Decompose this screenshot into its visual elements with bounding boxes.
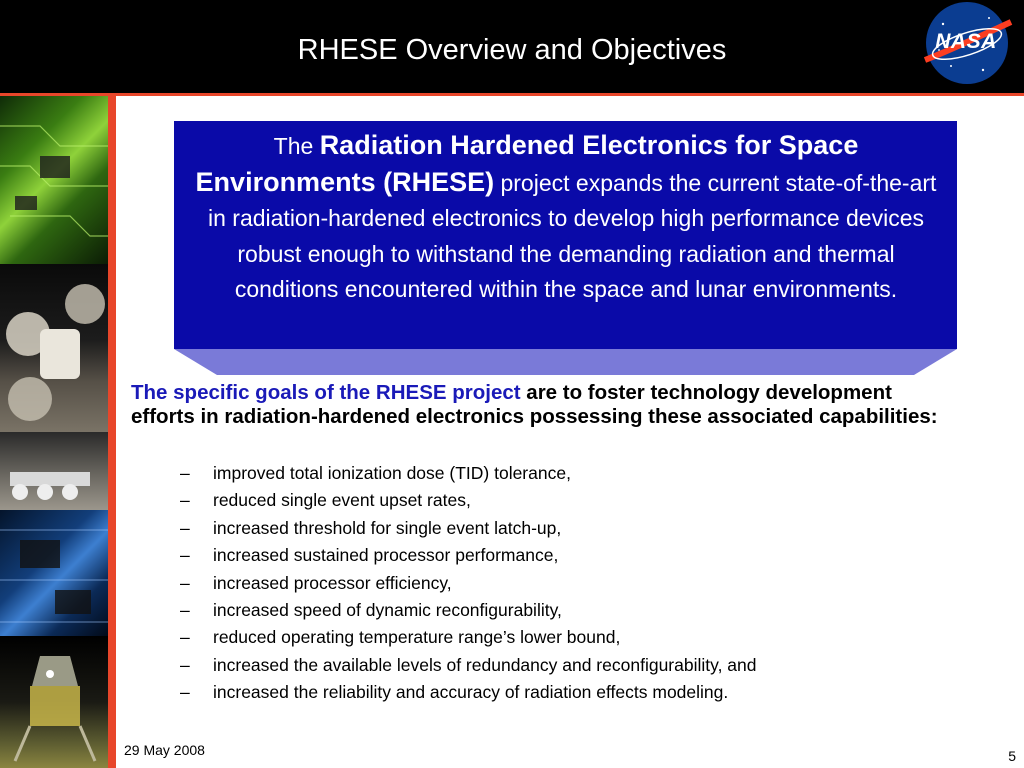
circuit-traces-icon <box>0 96 108 264</box>
nasa-logotype: NASA <box>935 30 997 53</box>
summary-project-name: Radiation Hardened Electronics for Space Environments (RHESE) <box>195 130 859 197</box>
lunar-rover-photo <box>0 432 108 510</box>
goal-text: increased the reliability and accuracy of radiation effects modeling. <box>213 682 729 703</box>
goal-item <box>180 515 980 542</box>
goal-text: increased processor efficiency, <box>213 572 452 593</box>
goal-item <box>180 652 980 679</box>
goal-item <box>180 487 980 514</box>
dash-bullet: – <box>180 463 190 483</box>
page-number: 5 <box>1008 748 1016 764</box>
dash-bullet: – <box>180 599 190 620</box>
dash-bullet: – <box>180 545 190 566</box>
goal-item <box>180 624 980 651</box>
goals-list <box>180 460 980 707</box>
goal-item <box>180 679 980 706</box>
lunar-lander-photo <box>0 636 108 768</box>
photo-strip <box>0 96 108 768</box>
goal-item <box>180 542 980 569</box>
summary-body: project expands the current state-of-the-art in radiation-hardened electronics to develop high performance devices robust enough to withstand the demanding radiation and thermal conditions encountered within the space and lunar environments. <box>208 169 937 302</box>
goals-heading <box>131 381 961 429</box>
rover-icon <box>0 432 108 510</box>
goal-text: improved total ionization dose (TID) tolerance, <box>213 463 571 483</box>
dash-bullet: – <box>180 572 190 593</box>
chip-icon <box>0 510 108 636</box>
dash-bullet: – <box>180 654 190 675</box>
goal-item <box>180 570 980 597</box>
goal-text: increased speed of dynamic reconfigurability, <box>213 599 562 620</box>
goal-text: increased threshold for single event latch-up, <box>213 517 562 538</box>
goals-heading-rest: are to foster technology development efforts in radiation-hardened electronics possessing these associated capabilities: <box>131 381 938 428</box>
blue-circuit-photo <box>0 510 108 636</box>
lander-icon <box>0 636 108 768</box>
dash-bullet: – <box>180 627 190 648</box>
goal-text: increased the available levels of redundancy and reconfigurability, and <box>213 654 757 675</box>
slide-title: RHESE Overview and Objectives <box>297 34 727 66</box>
goal-text: reduced single event upset rates, <box>213 490 471 511</box>
title-divider <box>0 93 1024 96</box>
spacecraft-icon <box>0 264 108 432</box>
goals-heading-highlight: The specific goals of the RHESE project <box>131 381 521 404</box>
circuit-board-photo <box>0 96 108 264</box>
goal-item <box>180 597 980 624</box>
spacecraft-photo <box>0 264 108 432</box>
dash-bullet: – <box>180 517 190 538</box>
summary-lead: The <box>273 133 320 159</box>
goal-item <box>180 460 980 487</box>
summary-text <box>186 128 946 308</box>
goal-text: reduced operating temperature range’s lower bound, <box>213 627 621 648</box>
footer-date: 29 May 2008 <box>124 742 205 758</box>
strip-divider <box>108 96 116 768</box>
goal-text: increased sustained processor performance, <box>213 545 559 566</box>
dash-bullet: – <box>180 682 190 703</box>
dash-bullet: – <box>180 490 190 511</box>
